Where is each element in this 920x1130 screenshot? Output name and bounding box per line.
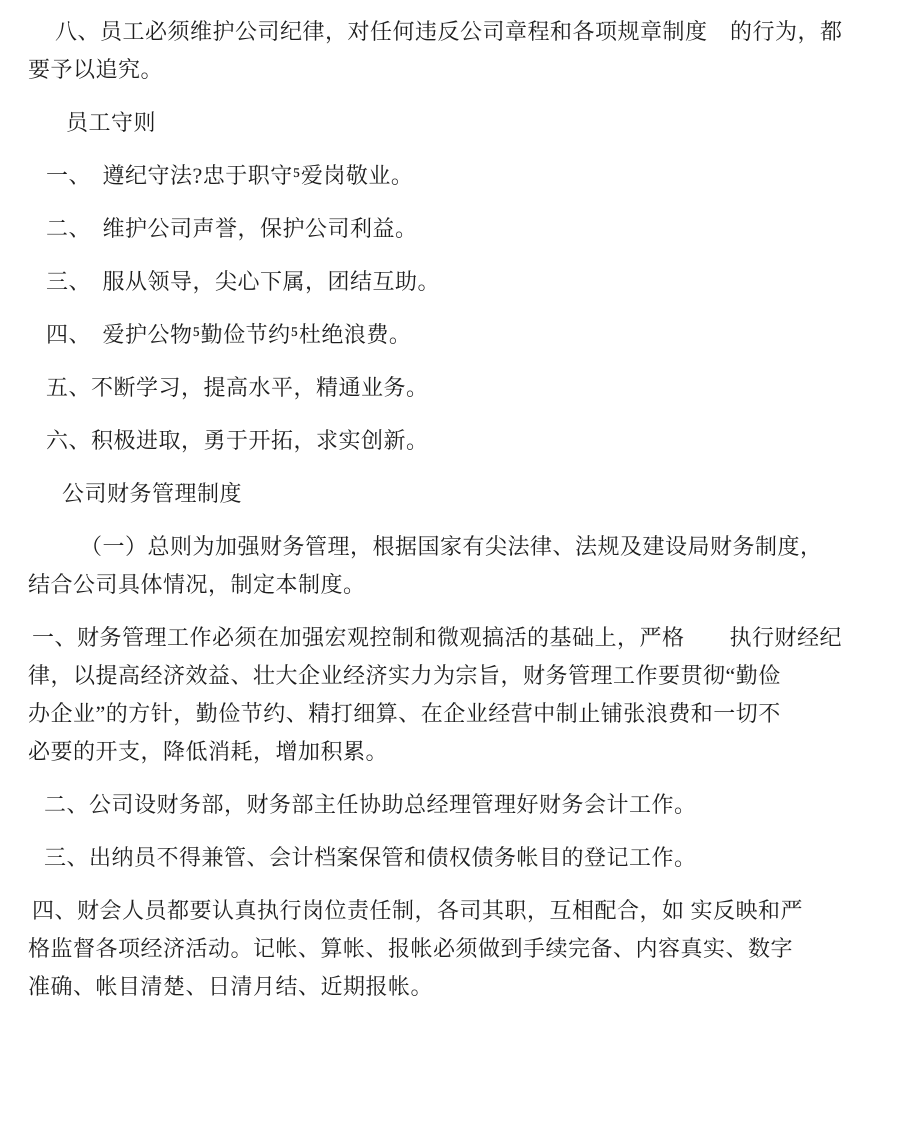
paragraph-finance-2 [28, 786, 900, 824]
section-heading-finance-rules [28, 475, 900, 513]
paragraph-clause-8 [28, 13, 900, 89]
paragraph-finance-3 [28, 839, 900, 877]
paragraph-finance-general [28, 528, 900, 604]
text-line: 四、财会人员都要认真执行岗位责任制，各司其职，互相配合，如 实反映和严 [32, 898, 804, 923]
paragraph-rule-6 [28, 422, 900, 460]
text-line: （一）总则为加强财务管理，根据国家有尖法律、法规及建设局财务制度， [80, 534, 823, 559]
heading-text: 公司财务管理制度 [62, 481, 243, 506]
heading-text: 员工守则 [66, 110, 157, 135]
text-line: 二、公司设财务部，财务部主任协助总经理管理好财务会计工作。 [44, 792, 697, 817]
text-line: 三、 服从领导，尖心下属，团结互助。 [46, 269, 441, 294]
paragraph-finance-4 [28, 892, 900, 1006]
text-line: 必要的开支，降低消耗，增加积累。 [28, 739, 389, 764]
section-heading-employee-rules [28, 104, 900, 142]
text-line: 八、员工必须维护公司纪律，对任何违反公司章程和各项规章制度 的行为，都 [55, 19, 843, 44]
paragraph-rule-4 [28, 316, 900, 354]
paragraph-rule-2 [28, 210, 900, 248]
text-line: 办企业”的方针，勤俭节约、精打细算、在企业经营中制止铺张浪费和一切不 [28, 701, 781, 726]
text-line: 二、 维护公司声誉，保护公司利益。 [46, 216, 418, 241]
text-line: 一、 遵纪守法?忠于职守⁵爱岗敬业。 [46, 163, 414, 188]
text-line: 一、财务管理工作必须在加强宏观控制和微观搞活的基础上，严格 执行财经纪 [32, 625, 843, 650]
text-line: 要予以追究。 [28, 57, 164, 82]
text-line: 三、出纳员不得兼管、会计档案保管和债权债务帐目的登记工作。 [44, 845, 697, 870]
paragraph-rule-5 [28, 369, 900, 407]
text-line: 格监督各项经济活动。记帐、算帐、报帐必须做到手续完备、内容真实、数字 [28, 936, 794, 961]
paragraph-rule-1 [28, 157, 900, 195]
text-line: 四、 爱护公物⁵勤俭节约⁵杜绝浪费。 [46, 322, 412, 347]
text-line: 六、积极进取，勇于开拓，求实创新。 [46, 428, 429, 453]
paragraph-finance-1 [28, 619, 900, 771]
text-line: 五、不断学习，提高水平，精通业务。 [46, 375, 429, 400]
paragraph-rule-3 [28, 263, 900, 301]
text-line: 准确、帐目清楚、日清月结、近期报帐。 [28, 974, 434, 999]
text-line: 律，以提高经济效益、壮大企业经济实力为宗旨，财务管理工作要贯彻“勤俭 [28, 663, 781, 688]
text-line: 结合公司具体情况，制定本制度。 [28, 572, 366, 597]
